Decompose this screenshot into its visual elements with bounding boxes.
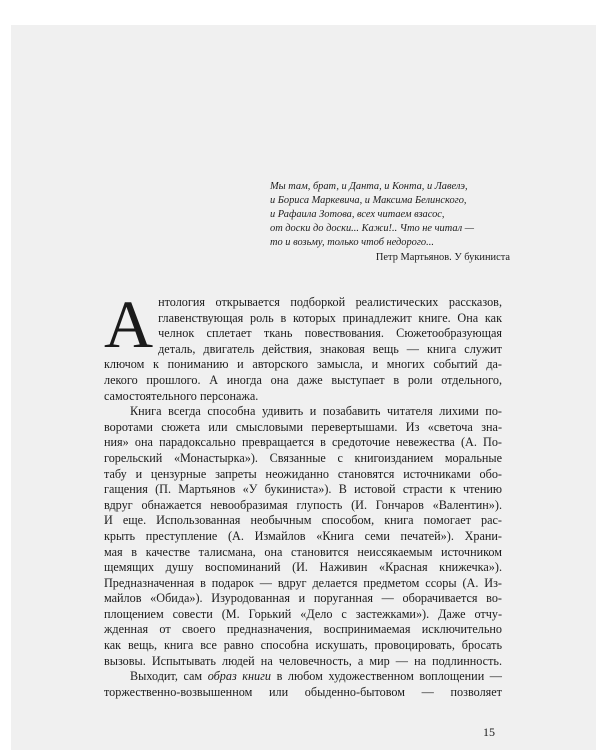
text-line: горельский «Монастырка»). Связанные с книгоизданием моральные: [104, 450, 502, 465]
epigraph-source: Петр Мартьянов. У букиниста: [375, 252, 510, 263]
text-line: Книга всегда способна удивить и позабавить читателя лихими по-: [130, 404, 502, 419]
text-line: мая в качестве талисмана, она становится неиссякаемым источником: [104, 544, 502, 559]
text-run: в любом художественном воплощении —: [271, 669, 502, 684]
text-line: нтология открывается подборкой реалистических рассказов,: [158, 295, 502, 309]
book-page: [11, 25, 596, 750]
text-line: жденная от своего предназначения, воспринимаемая исключительно: [104, 622, 502, 637]
page-number: 15: [483, 725, 495, 739]
text-line: вызовы. Испытывать людей на человечность, а мир — на подлинность.: [104, 653, 502, 668]
text-line: как вещь, книга все равно способна искушать, провоцировать, бросать: [104, 638, 502, 653]
epigraph-line: Мы там, брат, и Данта, и Конта, и Лавелэ,: [270, 181, 468, 192]
text-line: торжественно-возвышенном или обыденно-бытовом — позволяет: [104, 684, 502, 699]
text-line: щемящих душу воспоминаний (И. Наживин «Красная книжечка»).: [104, 560, 502, 575]
text-line: ключом к пониманию и авторского замысла, и многих событий да-: [104, 357, 502, 372]
text-line: гащения (П. Мартьянов «У букиниста»). В истовой страсти к чтению: [104, 482, 502, 497]
epigraph-line: то и возьму, только чтоб недорого...: [270, 237, 434, 248]
text-line: Предназначенная в подарок — вдруг делается предметом ссоры (А. Из-: [104, 575, 502, 590]
paragraph-1: [104, 286, 502, 404]
text-line: челнок сплетает ткань повествования. Сюжетообразующая: [158, 326, 502, 341]
italic-term: образ книги: [207, 669, 271, 684]
text-line: табу и цензурные запреты неожиданно становятся источниками обо-: [104, 466, 502, 481]
text-line: главенствующая роль в которых принадлежит книге. Она как: [158, 310, 502, 325]
epigraph-line: и Бориса Маркевича, и Максима Белинского,: [270, 195, 467, 206]
text-run: Выходит, сам: [130, 669, 208, 684]
epigraph-line: от доски до доски... Кажи!.. Что не читал —: [270, 223, 474, 234]
text-line: деталь, двигатель действия, знаковая вещь — книга служит: [158, 341, 502, 356]
drop-cap: А: [104, 286, 154, 362]
text-line: лекого прошлого. А иногда она даже выступает в роли отдельного,: [104, 372, 502, 387]
paragraph-2: [104, 404, 502, 669]
text-line: крыть преступление (А. Измайлов «Книга семи печатей»). Храни-: [104, 528, 502, 543]
text-line: вдруг обнажается невообразимая глупость (И. Гончаров «Валентин»).: [104, 497, 502, 512]
text-line: [104, 669, 502, 685]
epigraph-line: и Рафаила Зотова, всех читаем взасос,: [270, 209, 445, 220]
text-line: майлов «Обида»). Изуродованная и поруганная — оборачивается во-: [104, 591, 502, 606]
paragraph-3: [104, 669, 502, 700]
text-line: площением совести (М. Горький «Дело с застежками»). Даже отчу-: [104, 606, 502, 621]
text-line: воротами сюжета или смысловыми перевертышами. Из «светоча зна-: [104, 419, 502, 434]
text-line: самостоятельного персонажа.: [104, 388, 259, 403]
epigraph: [270, 180, 510, 265]
text-line: ния» она парадоксально превращается в средоточие невежества (А. По-: [104, 435, 502, 450]
text-line: И еще. Использованная необычным способом, книга помогает рас-: [104, 513, 502, 528]
body-text: [104, 286, 502, 700]
